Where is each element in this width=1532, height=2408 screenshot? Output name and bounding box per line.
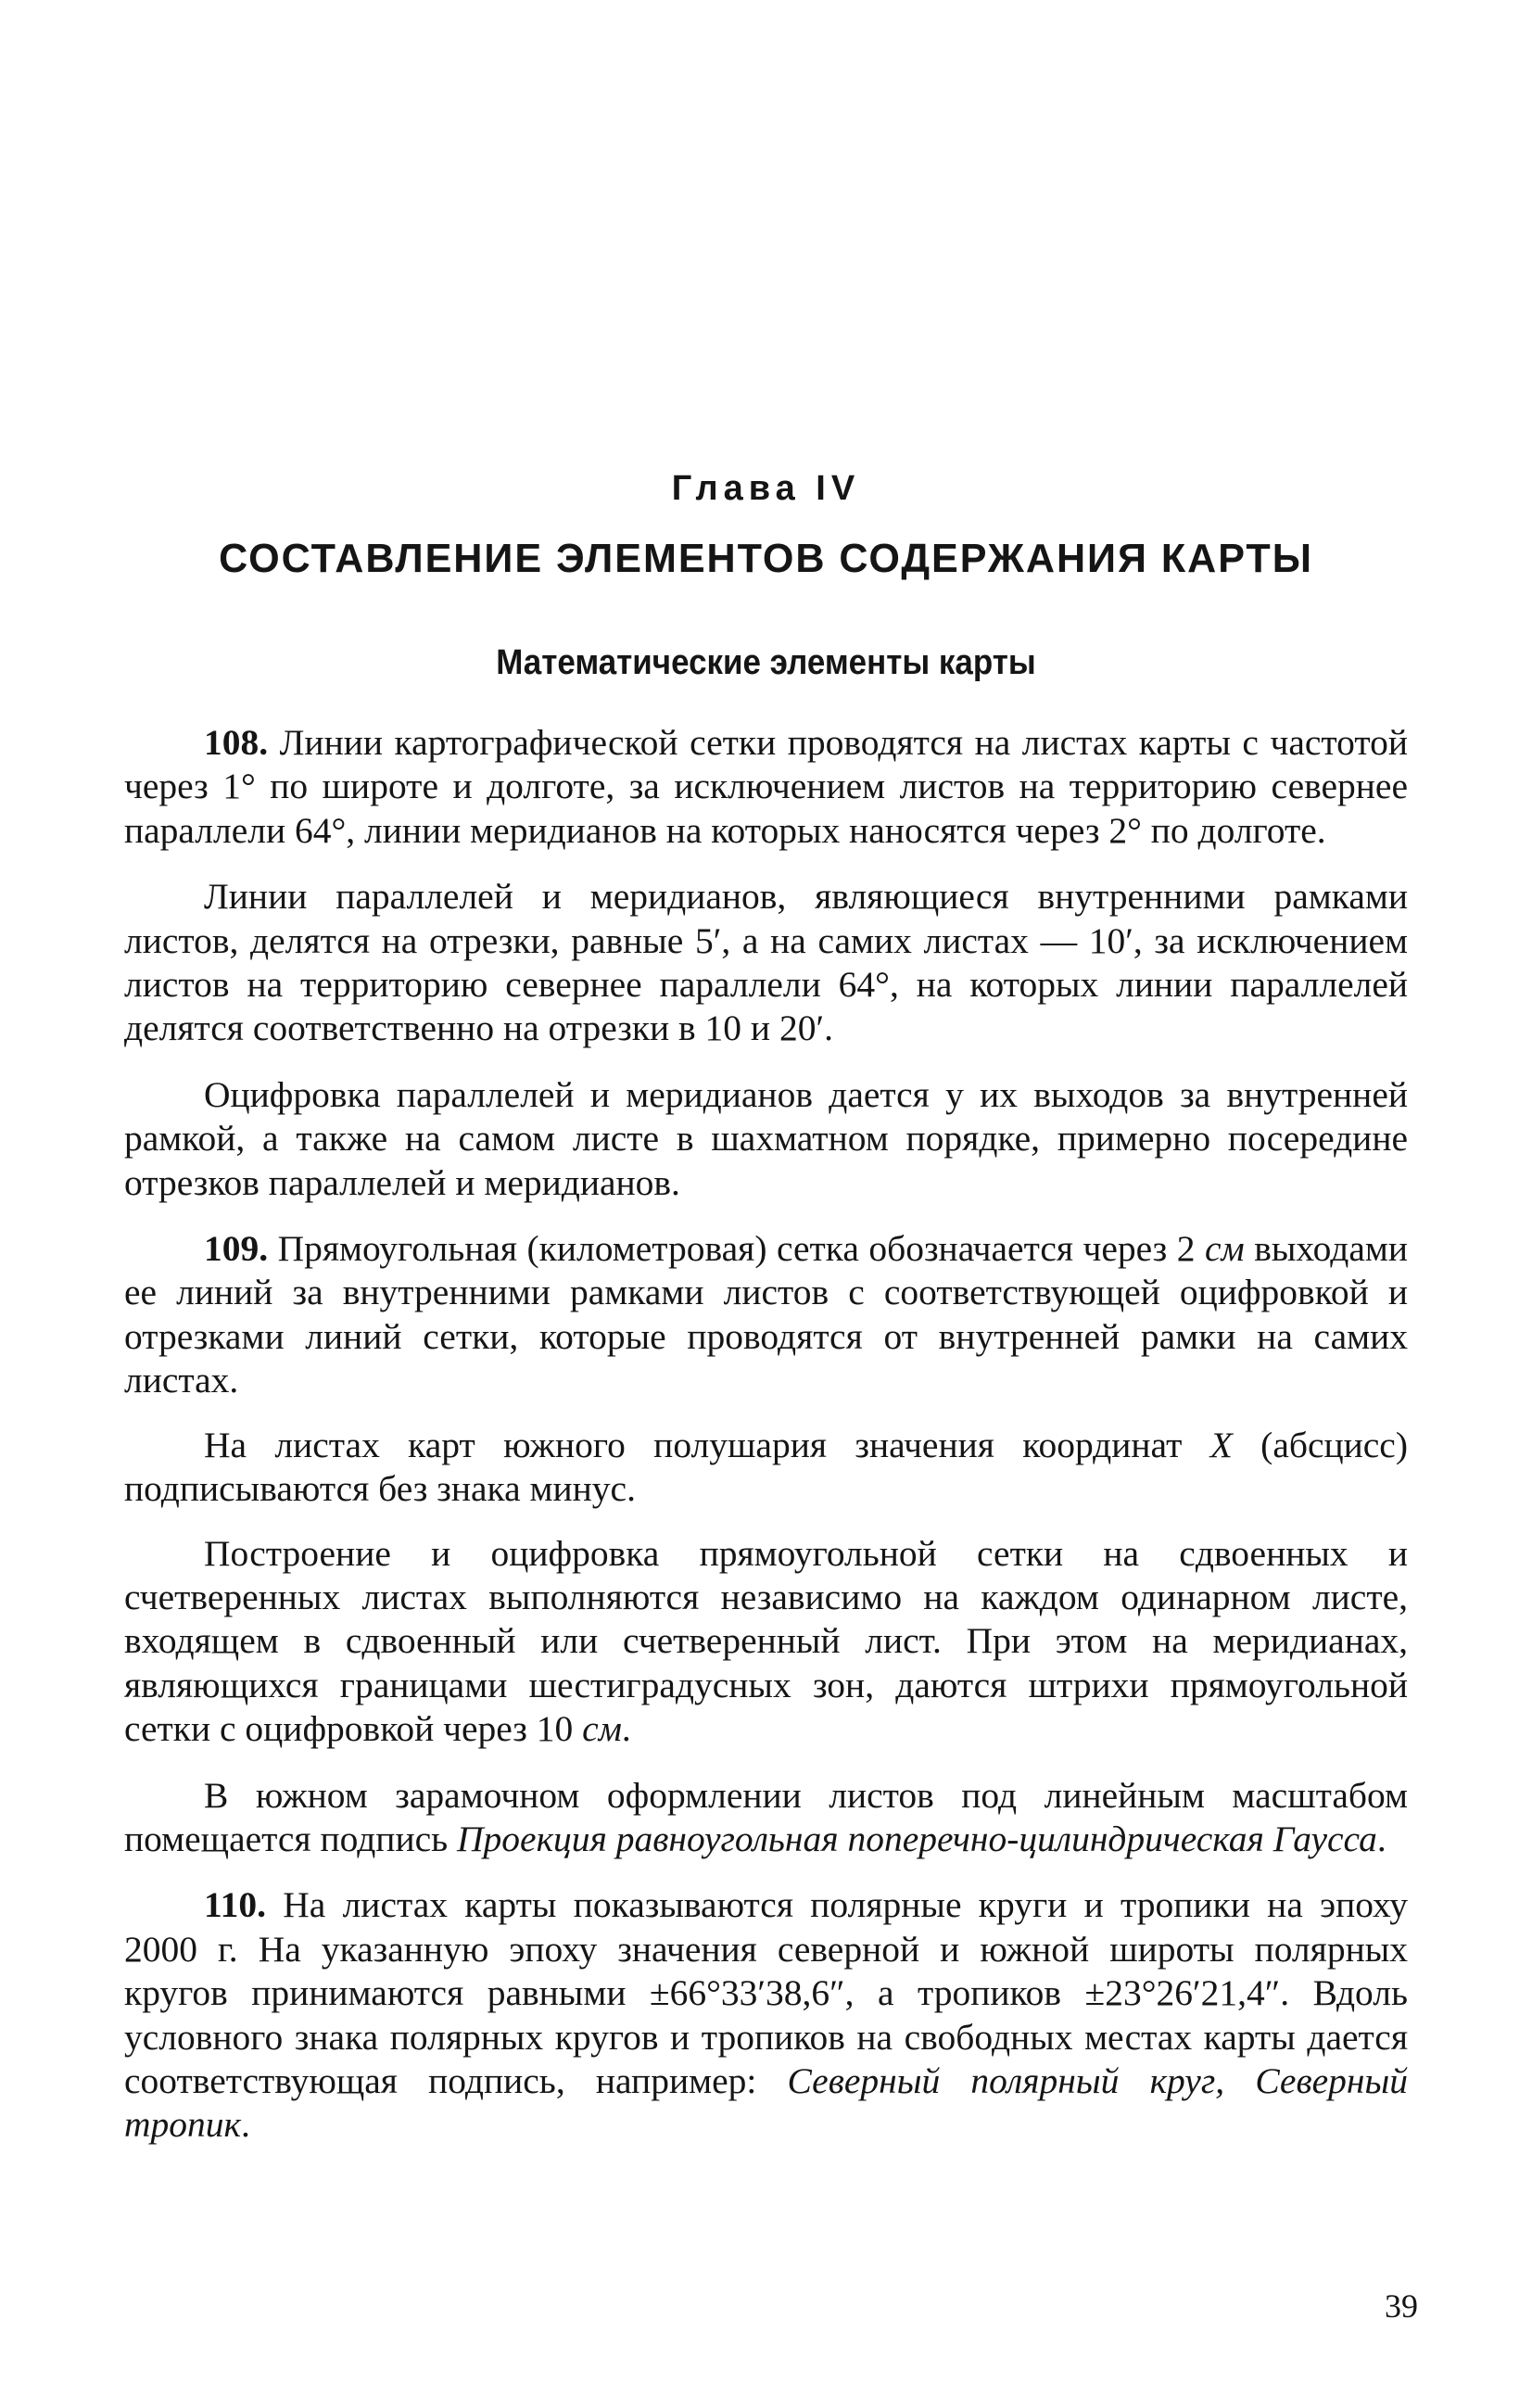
paragraph-text: (абсцисс) подписываются без знака минус.: [124, 1424, 1408, 1510]
paragraph-number: 108.: [204, 722, 269, 763]
paragraph-text: На листах карты показываются полярные круги и тропики на эпоху 2000 г. На указанную эпоху значения северной и южной широты полярных кругов принимаются равными ±66°33′38,6″, а тропиков ±23°26′21,4″. Вдоль условного знака полярных кругов и тропиков на свободных местах карты дается соответствующая подпись, например:: [124, 1884, 1408, 2101]
paragraph-text: .: [241, 2104, 250, 2146]
paragraph-text: Линии картографической сетки проводятся на листах карты с частотой через 1° по широте и долготе, за исключением листов на территорию севернее параллели 64°, линии меридианов на которых наносятся через 2° по долготе.: [124, 722, 1408, 851]
chapter-label: Глава IV: [671, 469, 861, 508]
paragraph-text: В южном зарамочном оформлении листов под линейным масштабом помещается подпись: [124, 1774, 1408, 1859]
paragraph-text: .: [1376, 1818, 1386, 1859]
paragraph-109: [124, 1227, 1408, 1403]
paragraph-109-projection-caption: [124, 1774, 1408, 1862]
chapter-title: СОСТАВЛЕНИЕ ЭЛЕМЕНТОВ СОДЕРЖАНИЯ КАРТЫ: [219, 536, 1313, 581]
projection-caption: Проекция равноугольная поперечно-цилиндрическая Гаусса: [457, 1818, 1377, 1859]
paragraph-108-digitization: [124, 1073, 1408, 1205]
paragraph-108-grid-segments: [124, 875, 1408, 1051]
paragraph-number: 110.: [204, 1884, 266, 1926]
paragraph-109-southern-hemisphere: [124, 1424, 1408, 1512]
paragraph-110: [124, 1883, 1408, 2147]
section-title: Математические элементы карты: [496, 643, 1036, 682]
paragraph-text: Линии параллелей и меридианов, являющиеся внутренними рамками листов, делятся на отрезки, равные 5′, а на самих листах — 10′, за исключением листов на территорию севернее параллели 64°, на которых линии параллелей делятся соответственно на отрезки в 10 и 20′.: [124, 876, 1408, 1049]
paragraph-text: Оцифровка параллелей и меридианов дается у их выходов за внутренней рамкой, а также на самом листе в шахматном порядке, примерно посередине отрезков параллелей и меридианов.: [124, 1073, 1408, 1203]
paragraph-109-doubled-sheets: [124, 1532, 1408, 1752]
paragraph-108: [124, 721, 1408, 853]
example-caption: Северный полярный круг, Северный тропик: [124, 2059, 1408, 2146]
paragraph-text: На листах карт южного полушария значения координат: [204, 1424, 1210, 1465]
unit-cm: см: [582, 1708, 622, 1750]
paragraph-text: .: [621, 1708, 631, 1750]
paragraph-text: Прямоугольная (километровая) сетка обозначается через 2: [268, 1228, 1205, 1270]
paragraph-number: 109.: [204, 1228, 269, 1270]
unit-cm: см: [1204, 1228, 1245, 1270]
paragraph-text: Построение и оцифровка прямоугольной сетки на сдвоенных и счетверенных листах выполняются независимо на каждом одинарном листе, входящем в сдвоенный или счетверенный лист. При этом на меридианах, являющихся границами шестиградусных зон, даются штрихи прямоугольной сетки с оцифровкой через 10: [124, 1532, 1408, 1750]
variable-x: X: [1209, 1424, 1233, 1465]
paragraph-text: выходами ее линий за внутренними рамками листов с соответствующей оцифровкой и отрезками линий сетки, которые проводятся от внутренней рамки на самих листах.: [124, 1228, 1409, 1401]
page-number: 39: [1385, 2288, 1418, 2325]
body-text: [124, 721, 1408, 2170]
